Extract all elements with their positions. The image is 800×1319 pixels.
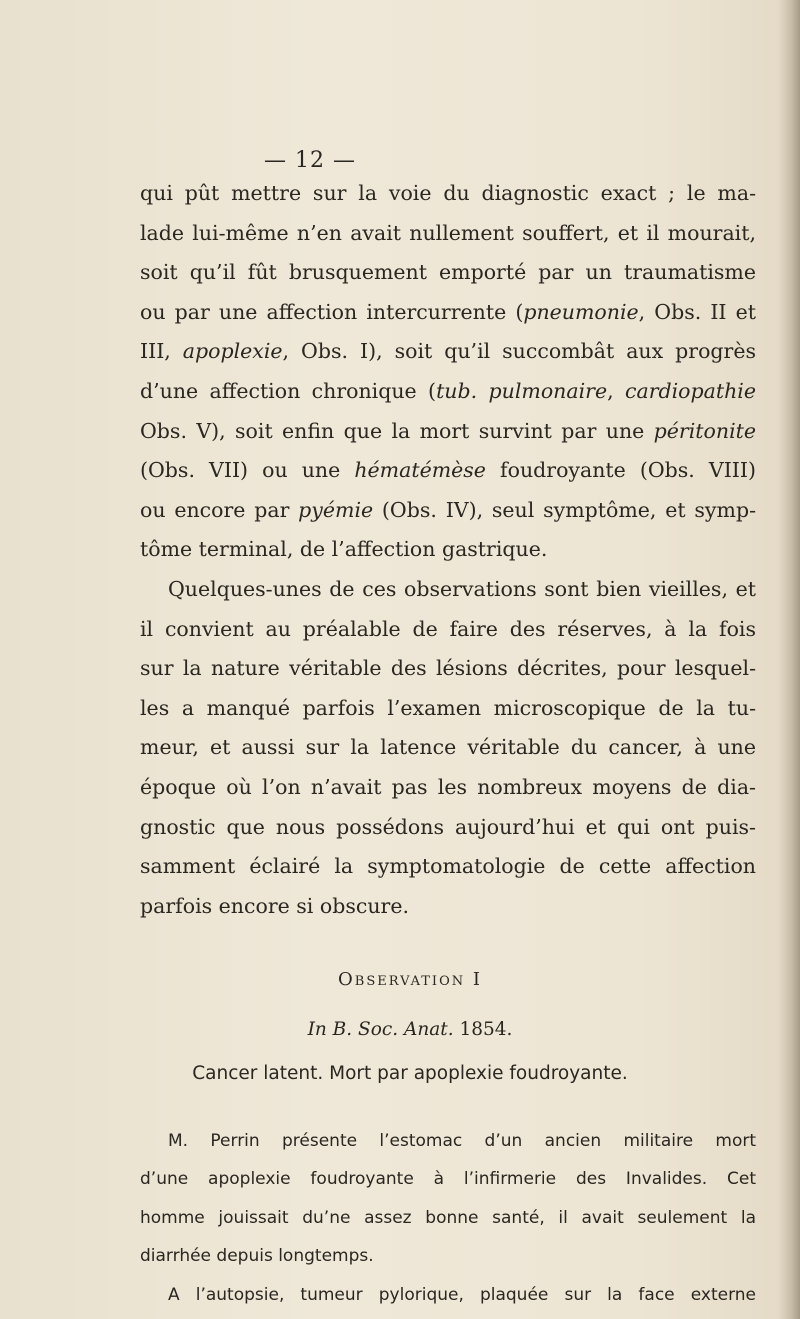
text-line: homme jouissait du’ne assez bonne santé, il avait seulement la	[140, 1207, 756, 1228]
text-line: soit qu’il fût brusquement emporté par un traumatisme	[140, 260, 756, 285]
page-edge-shadow	[778, 0, 800, 1319]
text-line: Quelques-unes de ces observations sont bien vieilles, et	[168, 576, 756, 601]
text-line: lade lui-même n’en avait nullement souffert, et il mourait,	[140, 220, 756, 245]
italic-term: apoplexie	[182, 339, 283, 364]
text-line: qui pût mettre sur la voie du diagnostic exact ; le ma-	[140, 181, 756, 205]
text-line: meur, et aussi sur la latence véritable du cancer, à une	[140, 735, 756, 760]
page-number: — 12 —	[264, 148, 356, 173]
text-line: tôme terminal, de l’affection gastrique.	[140, 537, 548, 562]
text-line: samment éclairé la symptomatologie de cette affection	[140, 854, 756, 879]
observation-text	[140, 1122, 756, 1314]
text-line: d’une apoplexie foudroyante à l’infirmerie des Invalides. Cet	[140, 1169, 756, 1190]
source-year: 1854.	[459, 1019, 513, 1040]
observation-source	[0, 1019, 800, 1040]
italic-term: tub. pulmonaire	[436, 378, 608, 403]
observation-heading: Observation I	[338, 969, 482, 990]
italic-term: cardiopathie	[624, 378, 756, 403]
text-line: les a manqué parfois l’examen microscopique de la tu-	[140, 695, 756, 720]
italic-term: hématémèse	[354, 458, 486, 483]
observation-subtitle: Cancer latent. Mort par apoplexie foudroyante.	[192, 1063, 628, 1084]
text-line: M. Perrin présente l’estomac d’un ancien militaire mort	[168, 1131, 756, 1151]
text-line: ou par une affection intercurrente (pneumonie, Obs. II et	[140, 299, 756, 324]
italic-term: péritonite	[653, 418, 756, 443]
text-line: Obs. V), soit enfin que la mort survint par une péritonite	[140, 418, 756, 443]
text-line: ou encore par pyémie (Obs. IV), seul symptôme, et symp-	[140, 497, 756, 522]
text-line: (Obs. VII) ou une hématémèse foudroyante (Obs. VIII)	[140, 458, 756, 483]
main-text	[140, 174, 756, 926]
text-line: gnostic que nous possédons aujourd’hui et qui ont puis-	[140, 814, 756, 839]
text-line: il convient au préalable de faire des réserves, à la fois	[140, 616, 756, 641]
text-line: diarrhée depuis longtemps.	[140, 1246, 374, 1267]
italic-term: pyémie	[298, 497, 374, 522]
text-line: époque où l’on n’avait pas les nombreux moyens de dia-	[140, 774, 756, 799]
text-line: sur la nature véritable des lésions décrites, pour lesquel-	[140, 656, 756, 681]
text-line: III, apoplexie, Obs. I), soit qu’il succombât aux progrès	[140, 339, 756, 364]
text-line: d’une affection chronique (tub. pulmonaire, cardiopathie	[140, 378, 756, 403]
text-line: parfois encore si obscure.	[140, 893, 409, 918]
italic-term: pneumonie	[523, 299, 639, 324]
source-title: In B. Soc. Anat.	[307, 1019, 454, 1040]
text-line: A l’autopsie, tumeur pylorique, plaquée sur la face externe	[168, 1284, 756, 1305]
